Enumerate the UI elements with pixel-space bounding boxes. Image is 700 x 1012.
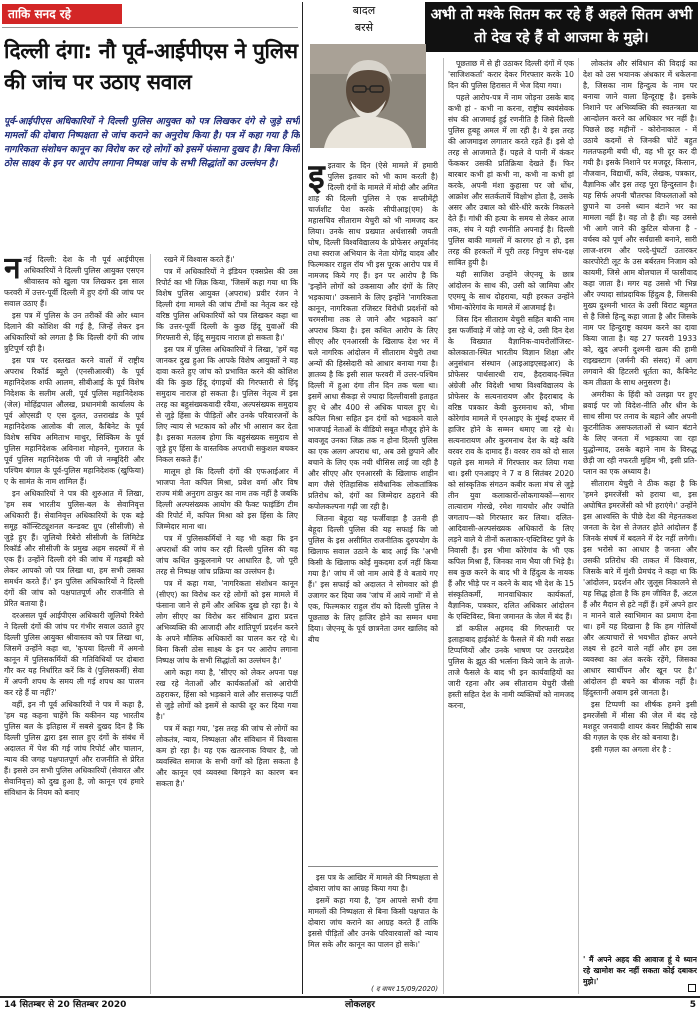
paragraph: इसी गज़ल का अगला शेर है : xyxy=(591,745,672,754)
paragraph: इस पत्र में पुलिस के उन तरीकों की ओर ध्यान दिलाने की कोशिश की गई है, जिन्हें लेकर इन अधिकारियों को लगता है कि दिल्ली दंगों की जांच त्रुटिपूर्ण रही है। xyxy=(4,311,144,353)
section-tag: ताकि सनद रहे xyxy=(2,4,122,24)
paragraph: पत्र में अधिकारियों ने इंडियन एक्सप्रेस की उस रिपोर्ट का भी जिक्र किया, 'जिसमें कहा गया था कि विशेष पुलिस आयुक्त (अपराध) प्रवीर रंजन ने दिल्ली दंगा मामले की जांच टीमों का नेतृत्व कर रहे वरिष्ठ पुलिस अधिकारियों को पत्र लिखकर कहा था कि उत्तर-पूर्वी दिल्ली के कुछ हिंदू युवाओं की गिरफ्तारी से, हिंदू समुदाय नाराज हो सकता है।' xyxy=(156,267,298,342)
paragraph: इस पत्र में पुलिस अधिकारियों ने लिखा, 'हमें यह जानकर दुख हुआ कि आपके विशेष आयुक्तों ने यह दावा करते हुए जांच को प्रभावित करने की कोशिश की कि कुछ हिंदू दंगाइयों की गिरफ्तारी से हिंदू समुदाय नाराज हो सकता है। पुलिस नेतृत्व में इस तरह का बहुसंख्यकवादी रवैया, अल्पसंख्यक समुदाय से जुड़े हिंसा के पीड़ितों और उनके परिवारजनों के लिए न्याय से भटकाव को और भी आसान कर देता है। इसका मतलब होगा कि बहुसंख्यक समुदाय से जुड़े हुए हिंसा के वास्तविक अपराधी सकुशल बचकर निकल सकते हैं।' xyxy=(156,345,298,464)
column-text-col1 xyxy=(308,160,438,860)
paragraph: इइतवार के दिन (ऐसे मामले में हमारी पुलिस इतवार को भी काम करती है) दिल्ली दंगों के मामले में मोदी और अमित शाह की दिल्ली पुलिस ने एक सप्लीमेंट्री चार्जशीट पेश करके सीपीआइ(एम) के महासचिव सीताराम येचुरी को भी नामजद कर लिया। उनके साथ प्रख्यात अर्थशास्त्री जयती घोष, दिल्ली विश्वविद्यालय के प्रोफेसर अपूर्वानंद तथा स्वराज अभियान के नेता योगेंद्र यादव और फिल्मकार राहुल रॉय भी इस पूरक आरोप पत्र में नामजद किये गए हैं। इन पर आरोप है कि 'इन्होंने लोगों को उकसाया और दंगों के लिए भड़काया।' उकसाने के लिए इन्होंने 'नागरिकता कानून, नागरिकता रजिस्टर विरोधी प्रदर्शनों को चरमसीमा तक ले जाने और भड़काने का' अपराध किया है। इस कथित आरोप के लिए सीएए और एनआरसी के खिलाफ देश भर में चले नागरिक आंदोलन में सीताराम येचुरी तथा अन्यों की हिस्सेदारी को आधार बनाया गया है। ज्ञातव्य है कि इसी साल फरवरी में उत्तर-पश्चिम दिल्ली में हुआ दंगा तीन दिन तक चला था। इसमें आधा सैकड़ा से ज्यादा दिल्लीवासी हताहत हुए थे और 400 से अधिक घायल हुए थे। कपिल मिश्रा सहित इन दंगों को भड़काने वाले भाजपाई नेताओं के वीडियो सबूत मौजूद होने के बावजूद उनका जिक्र तक न होना दिल्ली पुलिस का एक अलग अपराध था, अब उसे छुपाने और बचाने के लिए एक नयी थीसिस लाई जा रही है और सीएए और एनआरसी के खिलाफ शाहीन बाग जैसे ऐतिहासिक संवैधानिक लोकतांत्रिक प्रतिरोध को, दंगों का जिम्मेदार ठहराने की कपोलकल्पना गढ़ी जा रही है। xyxy=(308,160,438,511)
drop-cap: इ xyxy=(308,160,325,197)
paragraph: वहीं, इन नौ पूर्व अधिकारियों ने पत्र में कहा है, 'हम यह कहना चाहेंगे कि यकीनन यह भारतीय पुलिस बल के इतिहास में सबसे दुखद दिन है कि दिल्ली पुलिस द्वारा इस साल हुए दंगों के संबंध में अदालत में पेश की गई जांच रिपोर्ट और चालान, न्याय की जगह पक्षपातपूर्ण और राजनीति से प्रेरित हैं। इससे उन सभी पुलिस अधिकारियों (सेवारत और सेवानिवृत्त) को दुख हुआ है, जो कानून एवं हमारे संविधान के नियम को बनाए xyxy=(4,700,144,797)
paragraph: दरअसल पूर्व आईपीएस अधिकारी जूलियो रिबेरो ने दिल्ली दंगों की जांच पर गंभीर सवाल उठाते हुए दिल्ली पुलिस आयुक्त श्रीवास्तव को पत्र लिखा था, जिसमें उन्होंने कहा था, 'कृपया दिल्ली में अमनो कानून में पुलिसकर्मियों की गतिविधियों पर दोबारा गौर कर यह निर्धारित करें कि वे (पुलिसकर्मी) सेवा में अपनी शपथ के समय ली गई शपथ का पालन कर रहे हैं या नहीं?' xyxy=(4,611,144,697)
page-number: 5 xyxy=(689,1000,696,1010)
headline: दिल्ली दंगा: नौ पूर्व-आईपीएस ने पुलिस की जांच पर उठाए सवाल xyxy=(4,39,298,94)
column-headline: अभी तो मश्के सितम कर रहे हैं अहले सितम अभी तो देख रहे हैं वो आजमा के मुझे। xyxy=(425,2,698,52)
paragraph: पत्र में पुलिसकर्मियों ने यह भी कहा कि इन अपराधों की जांच कर रही दिल्ली पुलिस की यह जांच कथित कुकूलनामे पर आधारित है, जो पूरी तरह से निष्पक्ष जांच प्रक्रिया का उल्लंघन है। xyxy=(156,534,298,576)
article1-col1 xyxy=(4,254,144,999)
paragraph: डॉ कफील अहमद की गिरफ्तारी पर इलाहाबाद हाईकोर्ट के फैसले में की गयी सख्त टिप्पणियों और उनके भाषण पर उत्तरप्रदेश पुलिस के झूठ की भर्त्सना किये जाने के ताजे-ताजे फैसले के बाद भी इन कार्यवाहियों का जारी रहना और अब सीताराम येचुरी जैसी हस्ती सहित देश के नामी व्यक्तियों को नामजद करना, xyxy=(448,624,574,710)
column-text-col3 xyxy=(583,58,697,950)
paragraph: अमरीका के हिंदी को उलझा पर हुए ब्रवाई पर जो विदेश-नीति और धीन के साथ सीमा पर तनाव के बहाने और अपनी कूटनीतिक असफलताओं से ध्यान बंटाने के लिए जनता में भड़काया जा रहा युद्धोन्माद, उसके बहाने नाम के विरुद्ध छेड़ी जा रही नफरती मुहिम भी, इसी प्रति-प्लान का एक अध्याय है। xyxy=(583,390,697,476)
footer-date: 14 सितम्बर से 20 सितम्बर 2020 xyxy=(4,1000,127,1010)
paragraph: जितना बेहूदा यह फर्जीवाड़ा है उतनी ही बेहूदा दिल्ली पुलिस की यह सफाई कि जो पुलिस के इस असीमित राजनीतिक दुरुपयोग के खिलाफ सवाल उठाने के बाद आई कि 'अभी किसी के खिलाफ कोई मुकदमा दर्ज नहीं किया गया है।' जांच में जो नाम आये हैं वे बताये गए हैं।' इस सफाई को अदालत ने सोमवार को ही उजागर कर दिया जब 'जांच में आये नामों' में से एक, फिल्मकार राहुल रॉय को दिल्ली पुलिस ने पूछताछ के लिए हाजिर होने का सम्मन थमा दिया। जेएनयू के पूर्व छात्रनेता उमर खालिद को बीच xyxy=(308,514,438,644)
paragraph: पत्र में कहा गया, 'नागरिकता संशोधन कानून (सीएए) का विरोध कर रहे लोगों को इस मामले में फंसाना जाने से हमें और अधिक दुख हो रहा है। ये लोग सीएए का विरोध कर संविधान द्वारा प्रदत्त अभिव्यक्ति की आजादी और शांतिपूर्ण प्रदर्शन करने के अपने मौलिक अधिकारों का पालन कर रहे थे। बिना किसी ठोस साक्ष्य के इन पर आरोप लगाना निष्पक्ष जांच के सभी सिद्धांतों का उल्लंघन है।' xyxy=(156,579,298,665)
paragraph: इन अधिकारियों ने पत्र की शुरुआत में लिखा, 'हम सब भारतीय पुलिस-बल के सेवानिवृत्त अधिकारी हैं। सेवानिवृत्त अधिकारियों के एक बड़े समूह कॉन्स्टिट्यूशनल कन्डक्ट ग्रुप (सीसीजी) से जुड़े हुए हैं। जुलियो रिबेरो सीसीजी के लिमिटेड रिकॉर्ड और सीसीजी के प्रमुख अहम सदस्यों में से एक हैं। उन्होंने दिल्ली दंगे की जांच में गड़बड़ी को लेकर आपको जो पत्र लिखा था, हम सभी उसका समर्थन करते हैं।' इन पुलिस अधिकारियों ने दिल्ली दंगों की जांच को पक्षपातपूर्ण और राजनीति से प्रेरित बताया है। xyxy=(4,489,144,608)
paragraph: इस टिप्पणी का शीर्षक हमने इसी इमरजेंसी में मीसा की जेल में बंद रहे मशहूर जनवादी शायर कंवर सिद्दीकी साब की गज़ल के एक शेर को बनाया है। xyxy=(583,700,697,742)
end-mark-icon xyxy=(688,984,696,992)
standfirst: पूर्व-आईपीएस अधिकारियों ने दिल्ली पुलिस आयुक्त को पत्र लिखकर दंगे से जुड़े सभी मामलों की दोबारा निष्पक्षता से जांच कराने का अनुरोध किया है। पत्र में कहा गया है कि नागरिकता संशोधन कानून का विरोध कर रहे लोगों को इसमें फंसाना दुखद है। बिना किसी ठोस साक्ष्य के इन पर आरोप लगाना निष्पक्ष जांच के सभी सिद्धांतों का उल्लंघन है। xyxy=(4,116,300,169)
column-text-col2 xyxy=(448,58,574,994)
paragraph: इसमें कहा गया है, 'हम आपसे सभी दंगा मामलों की निष्पक्षता से बिना किसी पक्षपात के दोबारा जांच कराने का आग्रह करते हैं ताकि इससे पीड़ितों और उनके परिवारवालों को न्याय मिल सके और कानून का पालन हो सके।' xyxy=(308,896,438,949)
closing-verse: ' मैं अपने अहद की आवाज हूं ये ध्यान रहे खामोश कर नहीं सकता कोई दबाकर मुझे।' xyxy=(583,955,697,986)
paragraph: लोकतंत्र और संविधान की विदाई का देश को उस भयानक अंधकार में धकेलना है, जिसका नाम हिन्दुत्व के नाम पर बनाया जाने वाला हिन्दूराष्ट्र है। इसके निशाने पर अभिव्यक्ति की स्वतन्त्रता या आन्दोलन करने का अधिकार भर नहीं है। पिछले छह महीनों - कोरोनाकाल - में उठाये कदमों से जिनकी चोटें बहुत गलतफहमी बची थी, वह भी दूर कर दी गयी है। इसके निशाने पर मजदूर, किसान, नौजवान, विद्यार्थी, कवि, लेखक, पत्रकार, वैज्ञानिक और इस तरह पूरा हिन्दुस्तान है। यह सिर्फ अपनी चौतरफा विफलताओं को छुपाने या उनसे ध्यान बंटाने भर का मामला नहीं है। वह तो है ही। यह उससे भी आगे जाने की कुटिल योजना है - वर्चस्व को पूर्ण और सर्वग्रासी बनाने, सारी लाज-शरम और परदे-घुंघटों उतारकर कारपोरेटी लूट के उस बर्बरतम निजाम को कायमी, जिसे आम बोलचाल में फासीवाद कहा जाता है। मगर यह उससे भी भिन्न और ज्यादा सांप्रदायिक हिंदुत्व है, जिसकी मुख्य दुश्मनी भारत के उसी विराट बहुमत से है जिसे हिन्दू कहा जाता है और जिसके नाम पर हिन्दुराष्ट्र कायम करने का दावा किया जाता है। यह 27 फरवरी 1933 को, खुद अपनी दुश्मनी खत्म की हामी राइखस्टाग (जर्मनी की संसद) में आग लगवाने की हिटलरी धूर्तता का, कैबिनेट कम तीव्रता के साथ अनुसरण है। xyxy=(583,59,697,387)
author-photo xyxy=(310,44,426,148)
paragraph: इस पत्र पर दस्तखत करने वालों में राष्ट्रीय अपराध रिकॉर्ड ब्यूरो (एनसीआरबी) के पूर्व महानिदेशक शफी आलम, सीबीआई के पूर्व विशेष निदेशक के सलीम अली, पूर्व पुलिस महानिदेशक (जेल) मोहिंद्रपाल औलख, प्रधानमंत्री कार्यालय के पूर्व ओएसडी ए एस दुलत, उत्तराखंड के पूर्व महानिदेशक आलोक बी लाल, कैबिनेट के पूर्व विशेष सचिव अमिताभ माथुर, सिक्किम के पूर्व पुलिस महानिदेशक अविनाश मोहनने, गुजरात के पूर्व पुलिस महानिदेशक पी जी जे नम्बूदिरी और पश्चिम बंगाल के पूर्व-पुलिस महानिदेशक (खुफिया) ए के सामंत के नाम शामिल हैं। xyxy=(4,356,144,486)
paragraph: पत्र में कहा गया, 'इस तरह की जांच से लोगों का लोकतंत्र, न्याय, निष्पक्षता और संविधान में विश्वास कम हो रहा है। यह एक खतरनाक विचार है, जो व्यवस्थित समाज के सभी वर्गों को हिला सकता है और कानून एवं व्यवस्था बिगड़ने का कारण बन सकता है।' xyxy=(156,724,298,788)
column-name: बादल xyxy=(352,4,376,17)
drop-cap: न xyxy=(4,254,21,286)
paragraph: पहले आरोप-पत्र में नाम जोड़ना उसके बाद कभी हां - कभी ना करना, राष्ट्रीय स्वयंसेवक संघ की आजमाई हुई रणनीति है जिसे दिल्ली पुलिस हूबहू अमल में ला रही है। ये इस तरह की आजमाइश लगातार करते रहते हैं। इसे दो तरह से आजमाते हैं। पहले वे पानी में कंकर फेंककर उसकी प्रतिक्रिया देखते हैं। फिर बारबार कभी हां कभी ना, कभी ना कभी हां करके, अपनी मंशा कुहासा पर जो धोंध, आक्रोश और सतर्कतायें विक्षोभ होता है, उसके असर और उबाल को धीरे-धीरे करके निकलने देते हैं। गांधी की हत्या के समय से लेकर आज तक, संघ ने यही रणनीति अपनाई है। दिल्ली पुलिस बाकी मामलों में कारगर हो न हो, इस तरह की हरकतों में पूरी तरह निपुण संघ-दक्ष साबित हुयी है। xyxy=(448,93,574,267)
paragraph: ननई दिल्ली: देश के नौ पूर्व आईपीएस अधिकारियों ने दिल्ली पुलिस आयुक्त एसएन श्रीवास्तव को खुला पत्र लिखकर इस साल फरवरी में उत्तर-पूर्वी दिल्ली में हुए दंगों की जांच पर सवाल उठाए हैं। xyxy=(4,254,144,308)
article1-col2 xyxy=(156,254,298,999)
column-subname: बरसे xyxy=(354,21,374,34)
footer-publication: लोकलहर xyxy=(345,1000,375,1010)
source-credit: ( द वायर 15/09/2020) xyxy=(371,985,438,993)
paragraph: आगे कहा गया है, 'सीएए को लेकर अपना पक्ष रख रहे नेताओं और कार्यकर्ताओं को आरोपी ठहराकर, हिंसा को भड़काने वाले और सत्तारूढ़ पार्टी से जुड़े लोगों को इसमें से काफी दूर कर दिया गया है।' xyxy=(156,668,298,721)
column-title xyxy=(306,2,422,40)
paragraph: इस पत्र के आखिर में मामले की निष्पक्षता से दोबारा जांच का आग्रह किया गया है। xyxy=(308,873,438,893)
paragraph: यही साजिश उन्होंने जेएनयू के छात्र आंदोलन के साथ की, उसी को जामिया और एएमयू के साथ दोहराया, यही हरकत उन्होंने भीमा-कोरेगांव के मामले में आजमाई है। xyxy=(448,270,574,312)
paragraph: पूछताछ में से ही उठाकर दिल्ली दंगों में एक 'साजिशकर्ता' करार देकर गिरफ्तार करके 10 दिन की पुलिस हिरासत में भेज दिया गया। xyxy=(448,59,574,90)
paragraph: मालूम हो कि दिल्ली दंगों की एफआईआर में भाजपा नेता कपिल मिश्रा, प्रवेश वर्मा और विष राज्य मंत्री अनुराग ठाकुर का नाम तक नहीं है जबकि दिल्ली अल्पसंख्यक आयोग की फैक्ट फाइंडिंग टीम की रिपोर्ट में, कपिल मिश्रा को इस हिंसा के लिए जिम्मेदार माना था। xyxy=(156,467,298,531)
paragraph: जिस दिन सीताराम येचुरी सहित बाकी नाम इस फर्जीवाड़े में जोड़े जा रहे थे, उसी दिन देश के विख्यात वैज्ञानिक-वायरोलॉजिस्ट-कोलकाता-स्थित भारतीय विज्ञान शिक्षा और अनुसंधान संस्थान (आइआइएसइआर) के प्रोफेसर पार्थसारथी राय, हैदराबाद-स्थित अंग्रेजी और विदेशी भाषा विश्वविद्यालय के प्रोफेसर के सत्यनारायण और हैदराबाद के वरिष्ठ पत्रकार केवी कुरमनाथ को, भीमा कोरेगांव मामले में एनआइए के मुंबई दफ्तर में हाजिर होने के सम्मन थमाए जा रहे थे। सत्यनारायण और कुरमनाथ देश के बड़े कवि वरवर राव के दामाद हैं। वरवर राव को दो साल पहले इस मामले में गिरफ्तार कर लिया गया था। इसी एनआइए ने 7 व 8 सितंबर 2020 को सांस्कृतिक संगठन कबीर कला मंच से जुड़े तीन युवा कलाकारों-लोकगायकों—सागर तात्याराम गोरखे, रमेश गायचोर और ज्योति जगताप—को गिरफ्तार कर लिया। दलित-आदिवासी-अल्पसंख्यक अधिकारों के लिए लड़ने वाले ये तीनों कलाकार-एक्टिविस्ट पुणे के निवासी हैं। इस भीमा कोरेगांव के भी एक कपिल मिश्रा हैं, जिनका नाम भैया जी भिड़े है। सब कुछ करने के बाद भी वे हिंदुत्व के नायक हैं और भीड़े पर न करने के बाद भी देश के 15 संस्कृतिकर्मी, मानवाधिकार कार्यकर्ता, वैज्ञानिक, पत्रकार, दलित अधिकार आंदोलन के एक्टिविस्ट, बिना जमानत के जेल में बंद हैं। xyxy=(448,315,574,621)
article1-ending xyxy=(308,872,438,982)
paragraph: सीताराम येचुरी ने ठीक कहा है कि 'हमने इमरजेंसी को हराया था, इस अघोषित इमरजेंसी को भी हराएंगे।' उन्होंने इस आश्वस्ति के पीछे देश की मेहनतकश जनता के देश से तेजतर होते आंदोलन हैं जिनके संघर्ष में बदलने में देर नहीं लगेगी। इस भरोसे का आधार है जनता और उसकी प्रतिरोध की ताकत में विश्वास, जिसके बारे में मुंशी प्रेमचंद ने कहा था कि 'आंदोलन, प्रदर्शन और जुलूस निकालने से यह सिद्ध होता है कि हम जीवित हैं, अटल हैं और मैदान से हटे नहीं हैं। हमें अपने हार न मानने वाले स्वाभिमान का प्रमाण देना था। हमें यह दिखाना है कि हम गोलियों और अत्याचारों से भयभीत होकर अपने लक्ष्य से हटने वाले नहीं और हम उस व्यवस्था का अंत करके रहेंगे, जिसका आधार स्वार्थीपन और खून पर है।' आंदोलन ही बचने का बीजक नहीं है। हिंदुस्तानी अवाम इसे जानता है। xyxy=(583,479,697,697)
paragraph: रखने में विश्वास करते हैं।' xyxy=(164,255,235,264)
